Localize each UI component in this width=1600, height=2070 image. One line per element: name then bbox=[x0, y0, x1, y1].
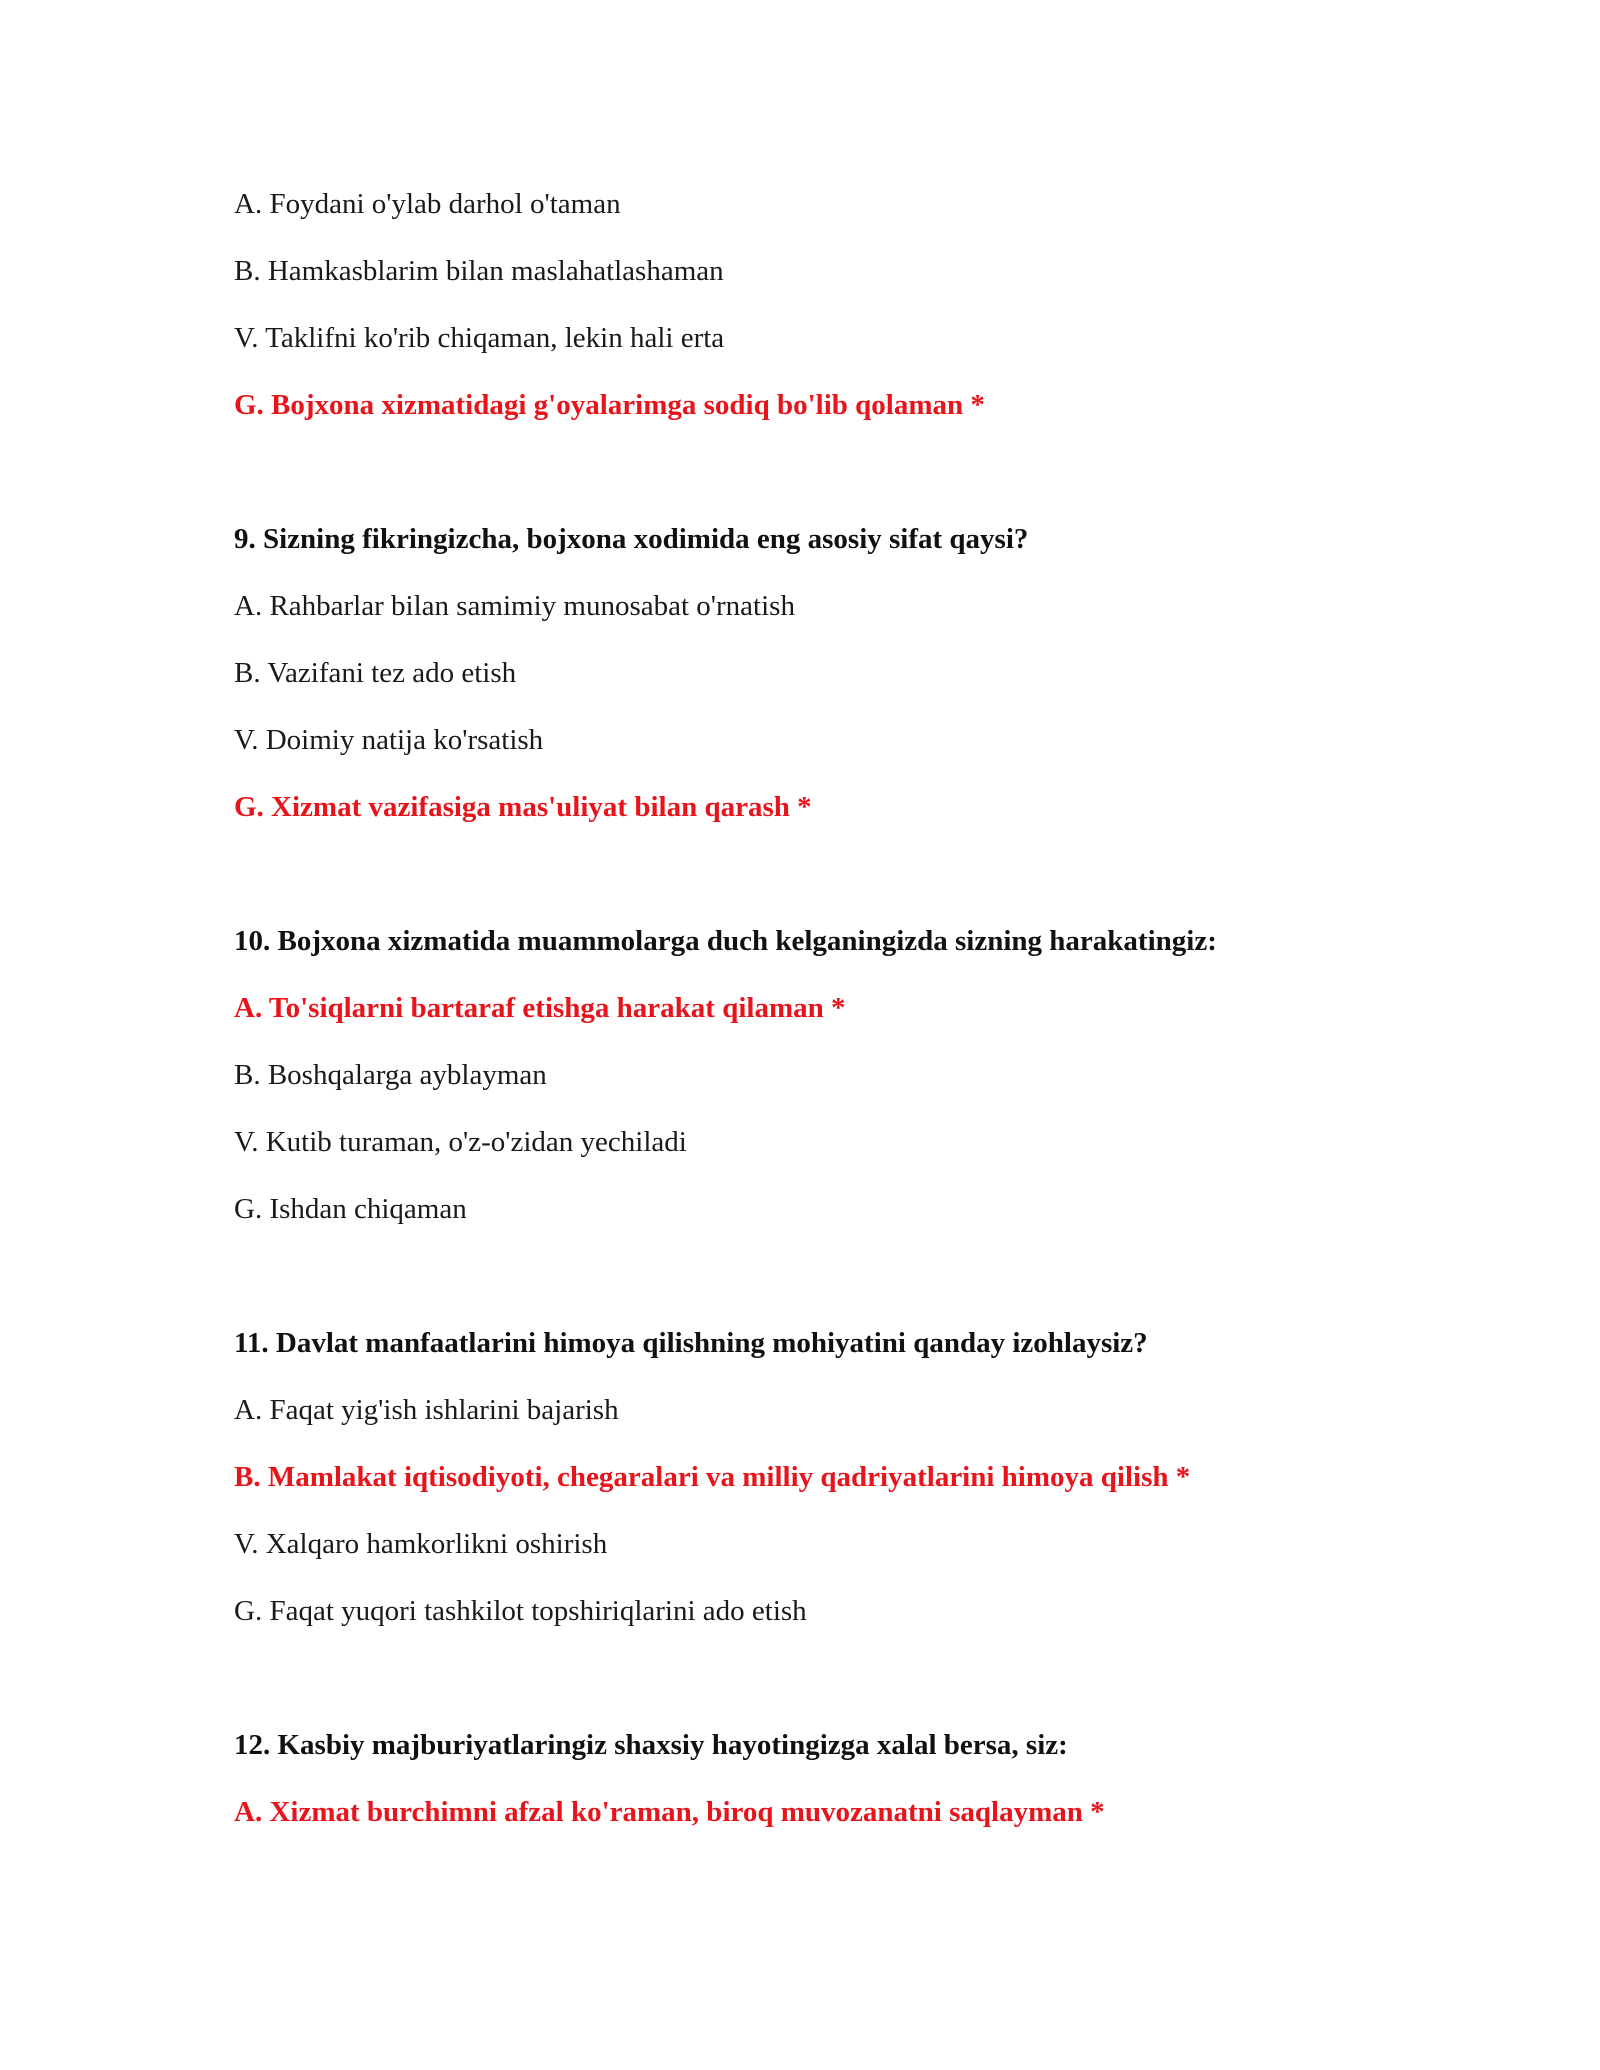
question-block-11 bbox=[234, 1325, 1534, 1629]
option-a-correct: A. Xizmat burchimni afzal ko'raman, biroq muvozanatni saqlayman * bbox=[234, 1796, 1105, 1828]
question-block-10 bbox=[234, 923, 1534, 1227]
option-g: G. Faqat yuqori tashkilot topshiriqlarini ado etish bbox=[234, 1595, 807, 1627]
option-v: V. Doimiy natija ko'rsatish bbox=[234, 724, 544, 756]
question-heading: 10. Bojxona xizmatida muammolarga duch kelganingizda sizning harakatingiz: bbox=[234, 925, 1217, 957]
option-g-correct: G. Xizmat vazifasiga mas'uliyat bilan qarash * bbox=[234, 791, 812, 823]
option-b: B. Vazifani tez ado etish bbox=[234, 657, 517, 689]
option-g-correct: G. Bojxona xizmatidagi g'oyalarimga sodiq bo'lib qolaman * bbox=[234, 389, 985, 421]
option-b: B. Hamkasblarim bilan maslahatlashaman bbox=[234, 255, 724, 287]
option-a: A. Rahbarlar bilan samimiy munosabat o'rnatish bbox=[234, 590, 795, 622]
question-block-9 bbox=[234, 521, 1534, 825]
block-spacer bbox=[234, 856, 1534, 923]
option-g: G. Ishdan chiqaman bbox=[234, 1193, 467, 1225]
option-a: A. Faqat yig'ish ishlarini bajarish bbox=[234, 1394, 619, 1426]
option-a: A. Foydani o'ylab darhol o'taman bbox=[234, 188, 621, 220]
option-a-correct: A. To'siqlarni bartaraf etishga harakat qilaman * bbox=[234, 992, 846, 1024]
block-spacer bbox=[234, 1660, 1534, 1727]
block-spacer bbox=[234, 1258, 1534, 1325]
option-b: B. Boshqalarga ayblayman bbox=[234, 1059, 547, 1091]
option-v: V. Taklifni ko'rib chiqaman, lekin hali erta bbox=[234, 322, 725, 354]
question-block-12 bbox=[234, 1727, 1534, 1830]
question-heading: 9. Sizning fikringizcha, bojxona xodimida eng asosiy sifat qaysi? bbox=[234, 523, 1029, 555]
option-b-correct: B. Mamlakat iqtisodiyoti, chegaralari va milliy qadriyatlarini himoya qilish * bbox=[234, 1461, 1191, 1493]
question-heading: 11. Davlat manfaatlarini himoya qilishning mohiyatini qanday izohlaysiz? bbox=[234, 1327, 1148, 1359]
question-heading: 12. Kasbiy majburiyatlaringiz shaxsiy hayotingizga xalal bersa, siz: bbox=[234, 1729, 1068, 1761]
option-v: V. Xalqaro hamkorlikni oshirish bbox=[234, 1528, 608, 1560]
block-spacer bbox=[234, 454, 1534, 521]
option-v: V. Kutib turaman, o'z-o'zidan yechiladi bbox=[234, 1126, 687, 1158]
question-block-8 bbox=[234, 186, 1534, 423]
quiz-content bbox=[234, 186, 1534, 1861]
